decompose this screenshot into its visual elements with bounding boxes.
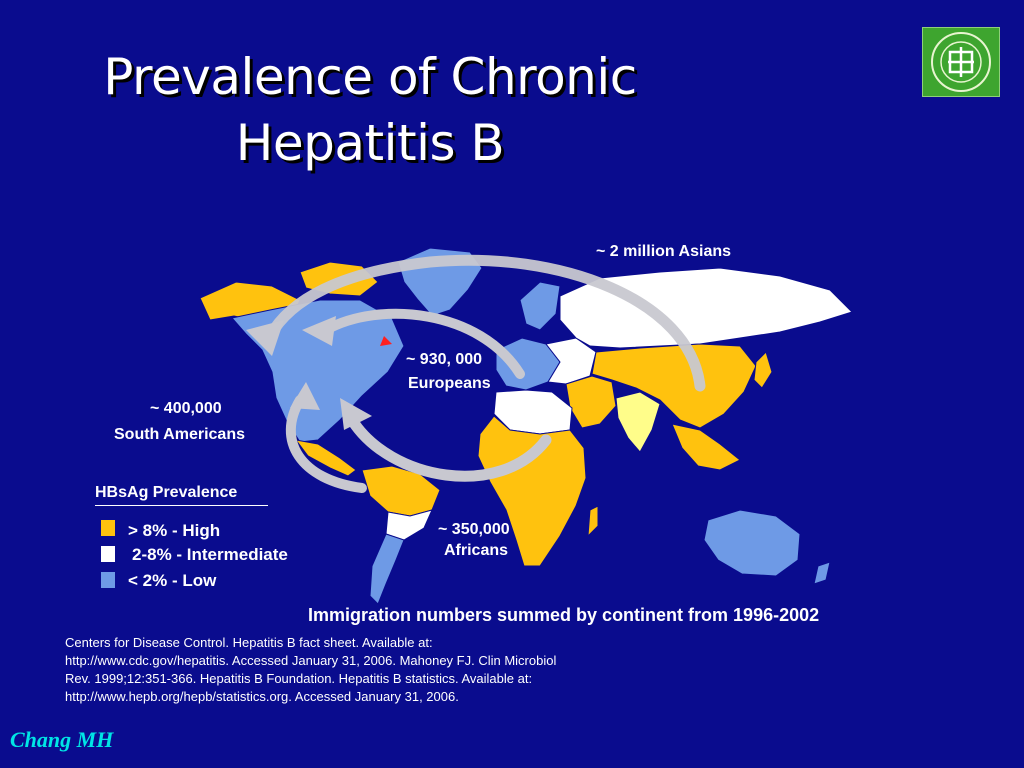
label-europeans: Europeans — [408, 375, 491, 392]
new-zealand-region — [814, 562, 830, 584]
label-africans-count: ~ 350,000 — [438, 521, 510, 538]
north-america-region — [232, 300, 404, 442]
references — [65, 634, 685, 706]
south-america-south-region — [370, 534, 404, 604]
legend-item-low: < 2% - Low — [128, 571, 217, 590]
madagascar-region — [588, 506, 598, 536]
legend-swatch-low — [101, 572, 115, 588]
label-europeans-count: ~ 930, 000 — [406, 351, 483, 368]
label-south-americans: South Americans — [114, 426, 245, 443]
scandinavia-region — [520, 282, 560, 330]
east-asia-region — [592, 344, 756, 428]
title-line-1: Prevalence of Chronic — [103, 48, 637, 106]
label-africans: Africans — [444, 542, 509, 559]
legend-title: HBsAg Prevalence — [95, 484, 268, 506]
reference-line: http://www.hepb.org/hepb/statistics.org. Accessed January 31, 2006. — [65, 689, 459, 704]
japan-region — [754, 352, 772, 388]
india-region — [616, 392, 660, 452]
middle-east-region — [566, 376, 616, 428]
author-credit: Chang MH — [10, 727, 114, 752]
legend-item-intermediate: 2-8% - Intermediate — [132, 545, 288, 564]
reference-line: Centers for Disease Control. Hepatitis B fact sheet. Available at: — [65, 635, 433, 650]
map-caption: Immigration numbers summed by continent from 1996-2002 — [308, 605, 820, 625]
label-asians: ~ 2 million Asians — [596, 243, 732, 260]
legend-item-high: > 8% - High — [128, 521, 221, 540]
legend-swatch-high — [101, 520, 115, 536]
label-south-americans-count: ~ 400,000 — [150, 400, 222, 417]
title-line-2: Hepatitis B — [235, 114, 505, 172]
reference-line: http://www.cdc.gov/hepatitis. Accessed January 31, 2006. Mahoney FJ. Clin Microbiol — [65, 653, 557, 668]
reference-line: Rev. 1999;12:351-366. Hepatitis B Foundation. Hepatitis B statistics. Available at: — [65, 671, 533, 686]
australia-region — [704, 510, 800, 576]
southeast-asia-region — [672, 424, 740, 470]
legend-swatch-intermediate — [101, 546, 115, 562]
